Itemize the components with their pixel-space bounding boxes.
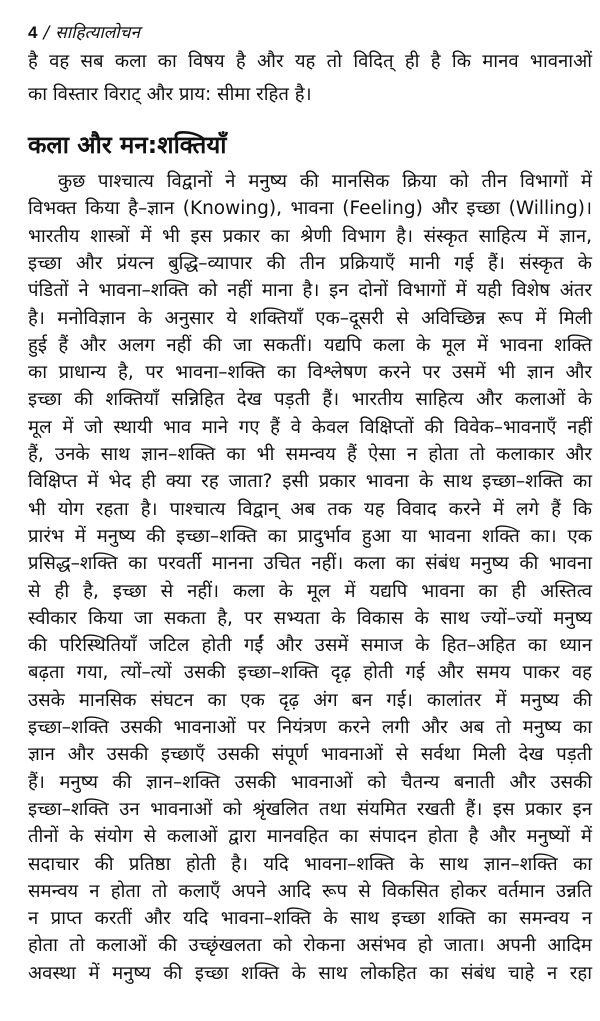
text-line: है। मनोविज्ञान के अनुसार ये शक्तियाँ एक–दूसरी से अविच्छिन्न रूप में मिली [28,307,592,329]
text-line: का विस्तार विराट् और प्राय: सीमा रहित है। [28,84,312,105]
running-header [28,20,140,43]
text-line: हुई हैं और अलग नहीं की जा सकतीं। यद्यपि कला के मूल में भावना शक्ति [28,334,592,356]
header-separator: / [43,23,50,43]
text-line: का प्राधान्य है, पर भावना–शक्ति का विश्लेषण करने पर उसमें भी ज्ञान और [28,362,592,384]
text-line: होता तो कलाओं की उच्छृंखलता को रोकना असंभव हो जाता। अपनी आदिम [28,935,592,957]
page-number: 4 [28,23,38,42]
text-line: भी योग रहता है। पाश्चात्य विद्वान् अब तक यह विवाद करने में लगे हैं कि [28,498,592,520]
text-line: प्रारंभ में मनुष्य की इच्छा–शक्ति का प्रादुर्भाव हुआ या भावना शक्ति का। एक [28,525,592,547]
text-line: अवस्था में मनुष्य की इच्छा शक्ति के साथ लोकहित का संबंध चाहे न रहा [28,962,592,984]
text-line: प्रसिद्ध–शक्ति का परवर्ती मानना उचित नहीं। कला का संबंध मनुष्य की भावना [28,553,592,575]
text-line: बढ़ता गया, त्यों–त्यों उसकी इच्छा–शक्ति दृढ़ होती गई और समय पाकर वह [28,662,592,684]
text-line: हैं। मनुष्य की ज्ञान–शक्ति उसकी भावनाओं को चैतन्य बनाती और उसकी [28,771,592,793]
book-title: साहित्यालोचन [55,23,140,43]
text-line: इच्छा की शक्तियाँ सन्निहित देख पड़ती हैं। भारतीय साहित्य और कलाओं के [28,389,592,411]
text-line: समन्वय न होता तो कलाएँ अपने आदि रूप से विकसित होकर वर्तमान उन्नति [28,880,592,902]
text-line: इच्छा–शक्ति उन भावनाओं को श्रृंखलित तथा संयमित रखती हैं। इस प्रकार इन [28,798,592,820]
text-line: सदाचार की प्रतिष्ठा होती है। यदि भावना–शक्ति के साथ ज्ञान–शक्ति का [28,853,592,875]
text-line: न प्राप्त करतीं और यदि भावना–शक्ति के साथ इच्छा शक्ति का समन्वय न [28,908,592,930]
text-line: विक्षिप्त में भेद ही क्या रह जाता? इसी प्रकार भावना के साथ इच्छा–शक्ति का [28,471,592,493]
text-line: ज्ञान और उसकी इच्छाएँ उसकी संपूर्ण भावनाओं से सर्वथा मिली देख पड़ती [28,744,592,766]
text-line: विभक्त किया है–ज्ञान (Knowing), भावना (Feeling) और इच्छा (Willing)। [28,198,592,220]
text-line: पंडितों ने भावना–शक्ति को नहीं माना है। इन दोनों विभागों में यही विशेष अंतर [28,280,592,302]
text-line: मूल में जो स्थायी भाव माने गए हैं वे केवल विक्षिप्तों की विवेक–भावनाएँ नहीं [28,416,592,438]
text-line: इच्छा और प्रंयत्न बुद्धि–व्यापार की तीन प्रक्रियाएँ मानी गई हैं। संस्कृत के [28,252,592,274]
text-line: तीनों के संयोग से कलाओं द्वारा मानवहित का संपादन होता है और मनुष्यों में [28,826,592,848]
text-line: की परिस्थितियाँ जटिल होती गईं और उसमें समाज के हित–अहित का ध्यान [28,635,592,657]
text-line: इच्छा–शक्ति उसकी भावनाओं पर नियंत्रण करने लगी और अब तो मनुष्य का [28,717,592,738]
text-line: है वह सब कला का विषय है और यह तो विदित् ही है कि मानव भावनाओं [28,51,592,72]
text-line: से ही है, इच्छा से नहीं। कला के मूल में यद्यपि भावना का ही अस्तित्व [28,580,592,602]
text-line: भारतीय शास्त्रों में भी इस प्रकार का श्रेणी विभाग है। संस्कृत साहित्य में ज्ञान, [28,225,592,247]
text-line: उसके मानसिक संघटन का एक दृढ़ अंग बन गई। कालांतर में मनुष्य की [28,689,592,711]
section-heading: कला और मन:शक्तियाँ [28,131,227,159]
text-line: स्वीकार किया जा सकता है, पर सभ्यता के विकास के साथ ज्यों–ज्यों मनुष्य [28,607,592,629]
text-line: कुछ पाश्चात्य विद्वानों ने मनुष्य की मानसिक क्रिया को तीन विभागों में [58,171,592,192]
text-line: हैं, उनके साथ ज्ञान–शक्ति का भी समन्वय हैं ऐसा न होता तो कलाकार और [28,444,592,465]
